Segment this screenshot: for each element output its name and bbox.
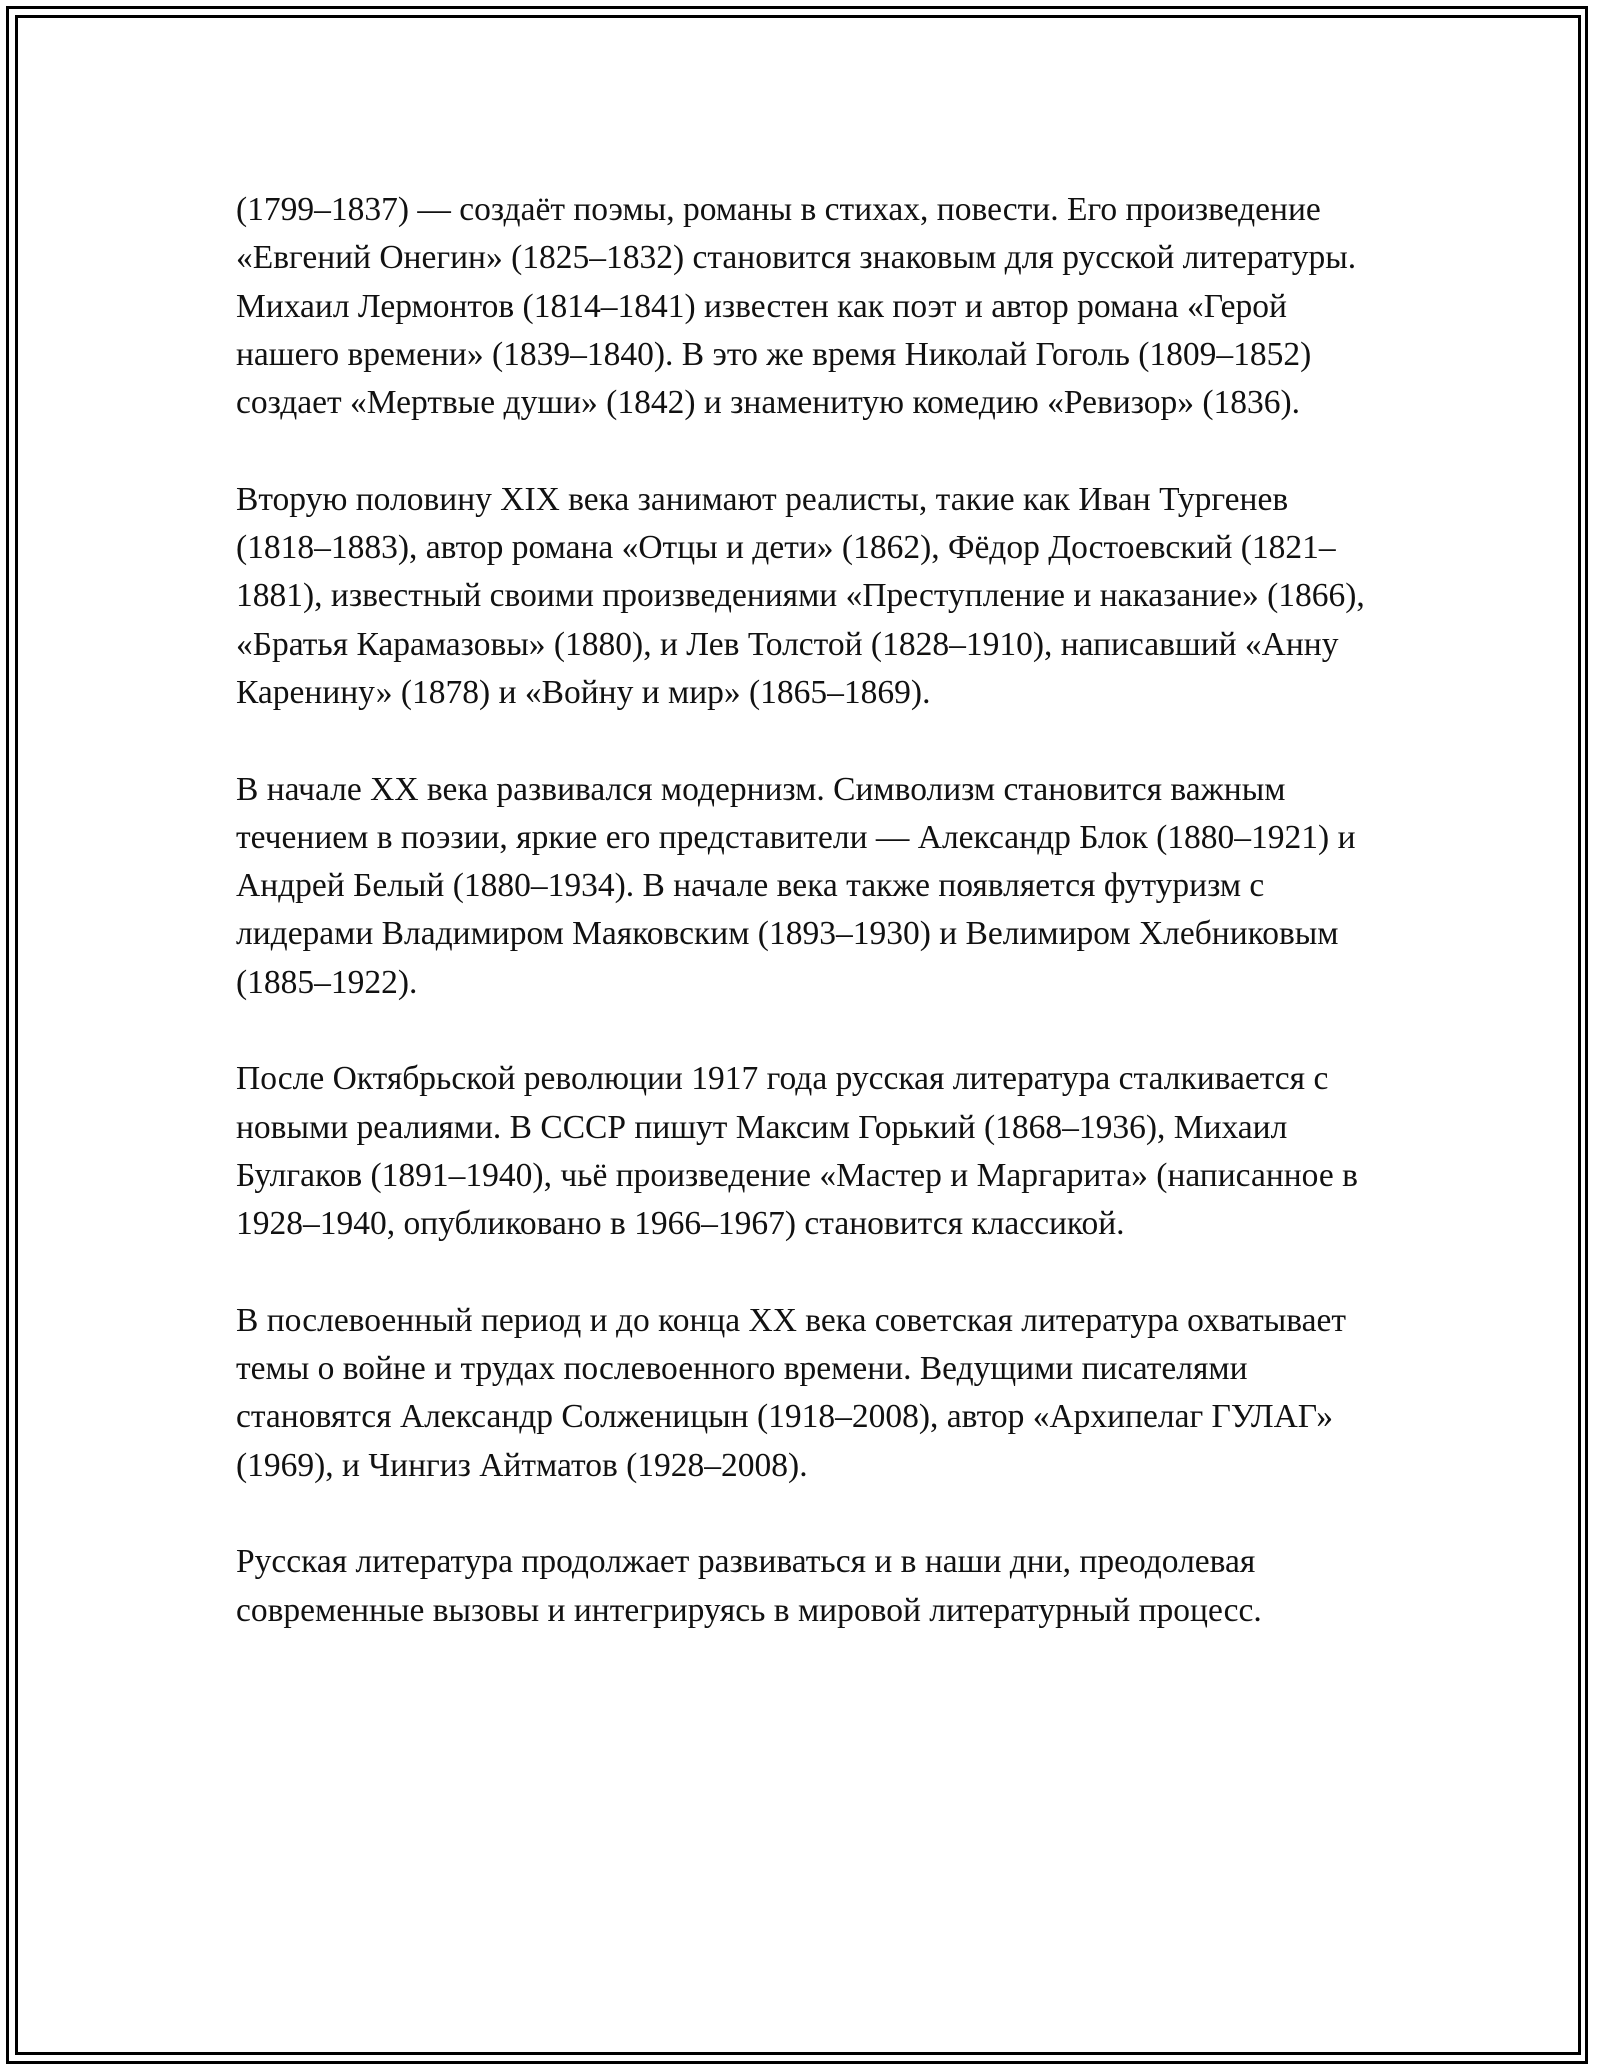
paragraph-pushkin-lermontov-gogol: (1799–1837) — создаёт поэмы, романы в стихах, повести. Его произведение «Евгений Онегин» (1825–1832) становится знаковым для русской литературы. Михаил Лермонтов (1814–1841) известен как поэт и автор романа «Герой нашего времени» (1839–1840). В это же время Николай Гоголь (1809–1852) создает «Мертвые души» (1842) и знаменитую комедию «Ревизор» (1836). [236, 191, 1357, 422]
paragraph-realists: Вторую половину XIX века занимают реалисты, такие как Иван Тургенев (1818–1883), автор романа «Отцы и дети» (1862), Фёдор Достоевский (1821–1881), известный своими произведениями «Преступление и наказание» (1866), «Братья Карамазовы» (1880), и Лев Толстой (1828–1910), написавший «Анну Каренину» (1878) и «Войну и мир» (1865–1869). [236, 480, 1365, 711]
paragraph-postwar: В послевоенный период и до конца XX века советская литература охватывает темы о войне и трудах послевоенного времени. Ведущими писателями становятся Александр Солженицын (1918–2008), автор «Архипелаг ГУЛАГ» (1969), и Чингиз Айтматов (1928–2008). [236, 1301, 1347, 1484]
paragraph-modernism: В начале XX века развивался модернизм. Символизм становится важным течением в поэзии, яркие его представители — Александр Блок (1880–1921) и Андрей Белый (1880–1934). В начале века также появляется футуризм с лидерами Владимиром Маяковским (1893–1930) и Велимиром Хлебниковым (1885–1922). [236, 770, 1356, 1001]
paragraph-soviet-era: После Октябрьской революции 1917 года русская литература сталкивается с новыми реалиями. В СССР пишут Максим Горький (1868–1936), Михаил Булгаков (1891–1940), чьё произведение «Мастер и Маргарита» (написанное в 1928–1940, опубликовано в 1966–1967) становится классикой. [236, 1060, 1358, 1243]
document-body [236, 186, 1376, 1635]
paragraph-present-day: Русская литература продолжает развиваться и в наши дни, преодолевая современные вызовы и интегрируясь в мировой литературный процесс. [236, 1543, 1262, 1629]
